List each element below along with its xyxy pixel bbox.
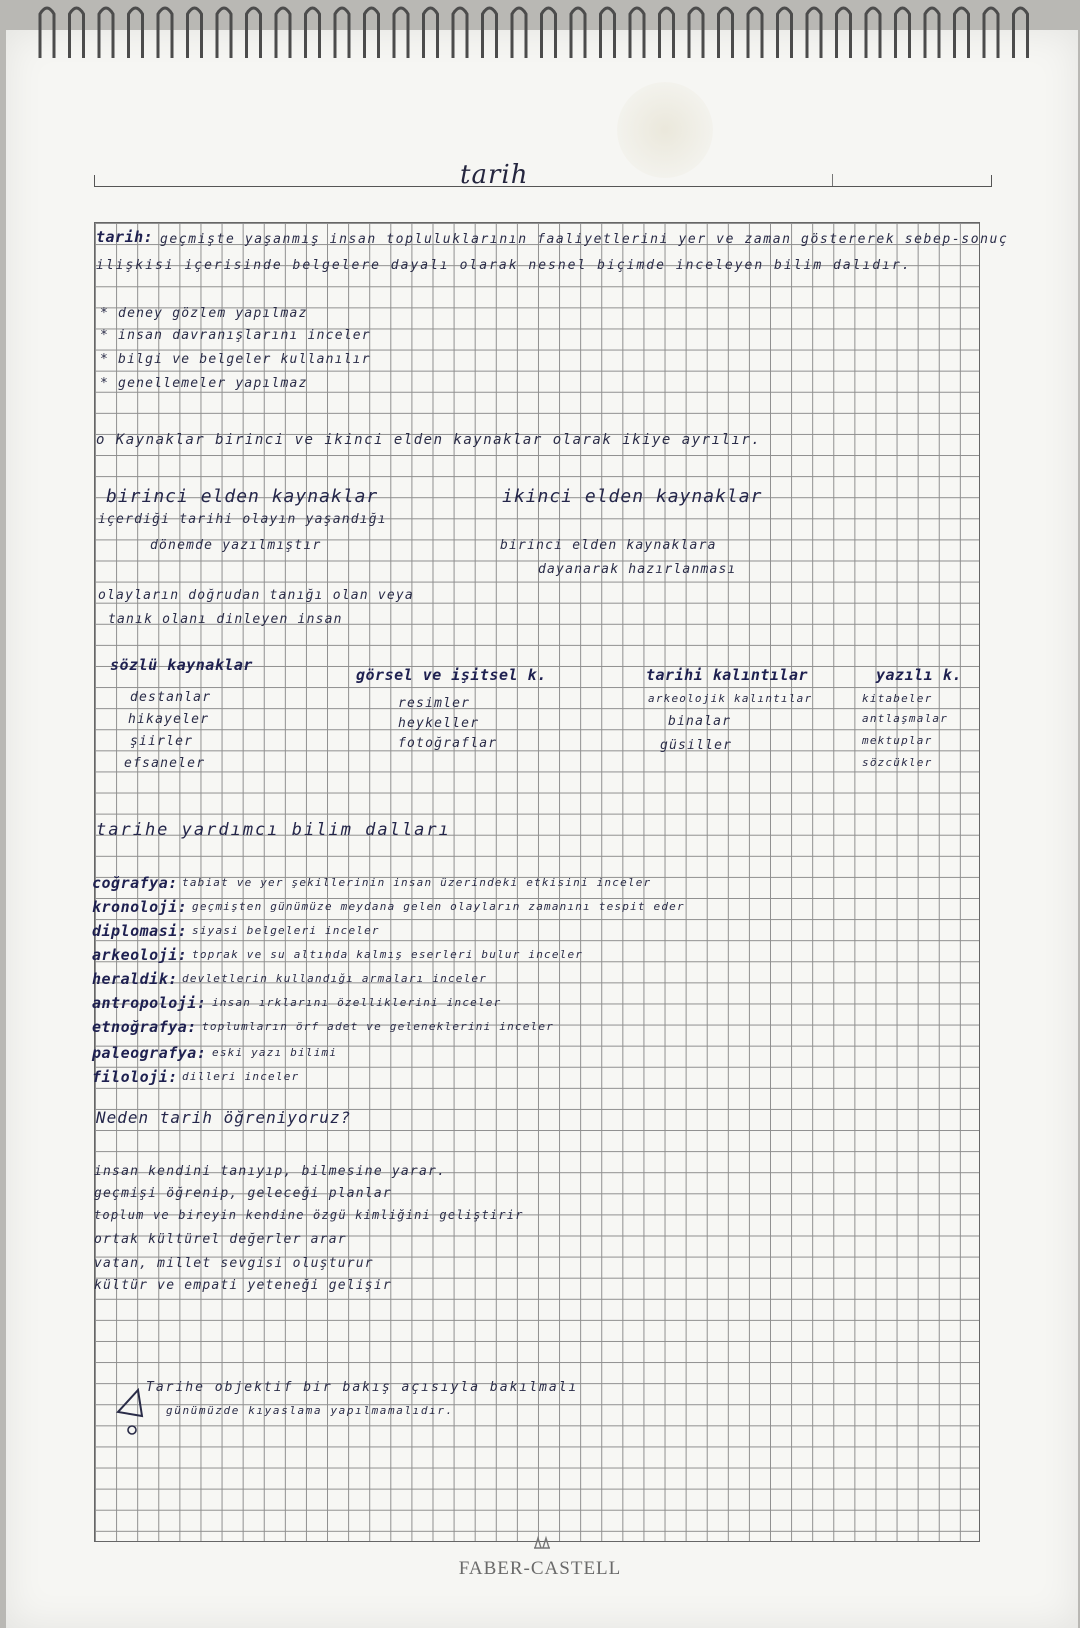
feature-item: * deney gözlem yapılmaz: [100, 306, 308, 321]
spiral-ring: [896, 8, 910, 58]
auxiliary-term: heraldik:: [92, 970, 178, 988]
definition-term: tarih:: [96, 228, 154, 246]
spiral-ring: [925, 8, 939, 58]
auxiliary-description: siyasi belgeleri inceler: [192, 924, 380, 937]
primary-line: dönemde yazılmıştır: [150, 538, 322, 553]
written-item: sözcükler: [862, 756, 933, 769]
note-line-2: günümüzde kıyaslama yapılmamalıdır.: [166, 1404, 454, 1417]
primary-line: olayların doğrudan tanığı olan veya: [98, 588, 414, 603]
spiral-ring: [837, 8, 851, 58]
definition-line-2: ilişkisi içerisinde belgelere dayalı olarak nesnel biçimde inceleyen bilim dalıdır.: [96, 258, 912, 273]
remains-item: binalar: [668, 714, 732, 729]
spiral-ring: [70, 8, 84, 58]
spiral-ring: [601, 8, 615, 58]
spiral-ring: [778, 8, 792, 58]
oral-sources-heading: sözlü kaynaklar: [110, 656, 253, 674]
brand-logo: FABER-CASTELL: [458, 1558, 622, 1579]
auxiliary-heading: tarihe yardımcı bilim dalları: [96, 820, 451, 840]
spiral-ring: [247, 8, 261, 58]
auxiliary-term: diplomasi:: [92, 922, 188, 940]
spiral-ring: [217, 8, 231, 58]
spiral-ring: [158, 8, 172, 58]
auxiliary-term: filoloji:: [92, 1068, 178, 1086]
spiral-ring: [306, 8, 320, 58]
spiral-ring: [955, 8, 969, 58]
auxiliary-term: paleografya:: [92, 1044, 207, 1062]
feature-item: * insan davranışlarını inceler: [100, 328, 371, 343]
auxiliary-description: eski yazı bilimi: [212, 1046, 338, 1059]
sources-intro: o Kaynaklar birinci ve ikinci elden kaynaklar olarak ikiye ayrılır.: [96, 432, 762, 448]
spiral-ring: [335, 8, 349, 58]
auxiliary-description: toprak ve su altında kalmış eserleri bulur inceler: [192, 948, 584, 961]
auxiliary-term: antropoloji:: [92, 994, 207, 1012]
definition-line-1: geçmişte yaşanmış insan topluluklarının faaliyetlerini yer ve zaman göstererek sebep-sonuç: [160, 232, 1009, 247]
feature-item: * genellemeler yapılmaz: [100, 376, 308, 391]
why-item: toplum ve bireyin kendine özgü kimliğini geliştirir: [94, 1208, 524, 1222]
secondary-line: birinci elden kaynaklara: [500, 538, 717, 553]
why-item: vatan, millet sevgisi oluşturur: [94, 1256, 374, 1271]
secondary-line: dayanarak hazırlanması: [538, 562, 737, 577]
auxiliary-description: toplumların örf adet ve geleneklerini inceler: [202, 1020, 555, 1033]
remains-item: arkeolojik kalıntılar: [648, 692, 813, 705]
written-item: antlaşmalar: [862, 712, 949, 725]
oral-item: destanlar: [130, 690, 212, 705]
warning-triangle-icon: [114, 1388, 150, 1438]
remains-heading: tarihi kalıntılar: [646, 666, 809, 684]
spiral-ring: [571, 8, 585, 58]
spiral-ring: [512, 8, 526, 58]
auxiliary-term: etnoğrafya:: [92, 1018, 197, 1036]
why-item: ortak kültürel değerler arar: [94, 1232, 347, 1247]
feature-item: * bilgi ve belgeler kullanılır: [100, 352, 371, 367]
primary-line: tanık olanı dinleyen insan: [108, 612, 343, 627]
secondary-heading: ikinci elden kaynaklar: [502, 486, 763, 507]
auxiliary-description: tabiat ve yer şekillerinin insan üzerindeki etkisini inceler: [182, 876, 652, 889]
spiral-ring: [453, 8, 467, 58]
auxiliary-description: dilleri inceler: [182, 1070, 300, 1083]
oral-item: şiirler: [130, 734, 194, 749]
auxiliary-description: insan ırklarını özelliklerini inceler: [212, 996, 502, 1009]
spiral-ring: [689, 8, 703, 58]
spiral-ring: [984, 8, 998, 58]
why-item: geçmişi öğrenip, geleceği planlar: [94, 1186, 392, 1201]
auxiliary-term: arkeoloji:: [92, 946, 188, 964]
spiral-ring: [630, 8, 644, 58]
spiral-ring: [1014, 8, 1028, 58]
visual-sources-heading: görsel ve işitsel k.: [356, 666, 547, 684]
spiral-ring: [542, 8, 556, 58]
primary-line: içerdiği tarihi olayın yaşandığı: [98, 512, 387, 527]
spiral-ring: [719, 8, 733, 58]
page-watermark: [617, 82, 713, 178]
spiral-ring: [660, 8, 674, 58]
written-item: kitabeler: [862, 692, 933, 705]
visual-item: resimler: [398, 696, 471, 711]
spiral-ring: [866, 8, 880, 58]
primary-heading: birinci elden kaynaklar: [106, 486, 379, 507]
spiral-ring: [807, 8, 821, 58]
visual-item: heykeller: [398, 716, 480, 731]
spiral-ring: [483, 8, 497, 58]
why-heading: Neden tarih öğreniyoruz?: [96, 1108, 352, 1127]
auxiliary-description: geçmişten günümüze meydana gelen olayların zamanını tespit eder: [192, 900, 685, 913]
spiral-ring: [424, 8, 438, 58]
page-title: tarih: [460, 160, 529, 190]
visual-item: fotoğraflar: [398, 736, 498, 751]
oral-item: hikayeler: [128, 712, 210, 727]
spiral-ring: [188, 8, 202, 58]
note-line-1: Tarihe objektif bir bakış açısıyla bakılmalı: [146, 1380, 579, 1395]
faber-castell-knights-icon: [532, 1534, 552, 1550]
remains-item: güsiller: [660, 738, 733, 753]
spiral-ring: [99, 8, 113, 58]
spiral-ring: [276, 8, 290, 58]
auxiliary-term: kronoloji:: [92, 898, 188, 916]
spiral-ring: [40, 8, 54, 58]
written-sources-heading: yazılı k.: [876, 666, 962, 684]
written-item: mektuplar: [862, 734, 933, 747]
title-rule: [94, 186, 992, 187]
auxiliary-term: coğrafya:: [92, 874, 178, 892]
spiral-ring: [748, 8, 762, 58]
title-tick: [832, 174, 833, 186]
why-item: kültür ve empati yeteneği gelişir: [94, 1278, 392, 1293]
auxiliary-description: devletlerin kullandığı armaları inceler: [182, 972, 488, 985]
why-item: insan kendini tanıyıp, bilmesine yarar.: [94, 1164, 447, 1179]
spiral-ring: [394, 8, 408, 58]
oral-item: efsaneler: [124, 756, 206, 771]
spiral-ring: [365, 8, 379, 58]
spiral-binding: [0, 0, 1080, 70]
spiral-ring: [129, 8, 143, 58]
